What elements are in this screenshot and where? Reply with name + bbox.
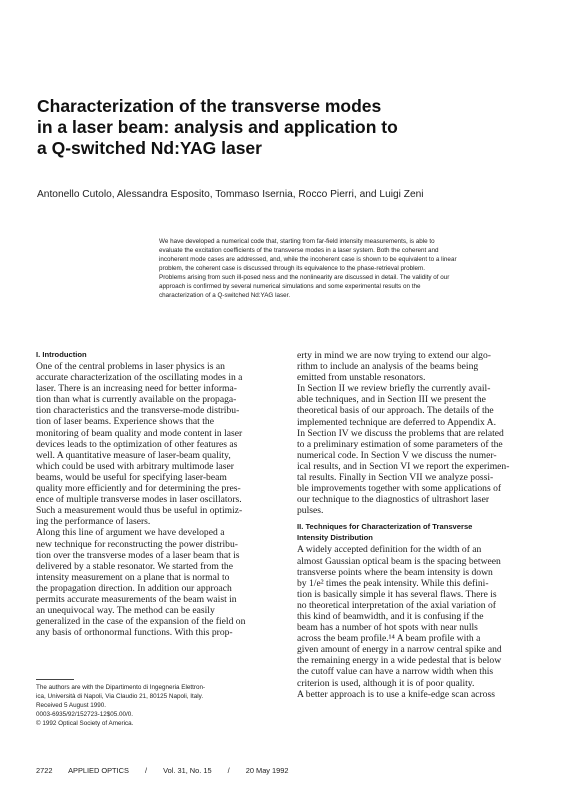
footer-separator: / [227,766,230,775]
text-line: across the beam profile.¹⁴ A beam profile with a [297,633,481,645]
text-line: able techniques, and in Section III we present the [297,394,486,406]
text-line: ence of multiple transverse modes in laser oscillators. [36,494,242,506]
text-line: A widely accepted definition for the width of an [297,544,482,556]
footnote-divider [36,679,74,680]
title-line: in a laser beam: analysis and application to [37,117,398,137]
footer-separator: / [144,766,148,775]
techniques-body [297,544,540,699]
abstract-line: We have developed a numerical code that, starting from far-field intensity measurements, is able to [159,238,435,245]
text-line: any basis of orthonormal functions. With this prop- [36,627,233,639]
text-line: theoretical basis of our approach. The details of the [297,405,494,417]
section-heading-introduction: I. Introduction [36,350,87,359]
text-line: which could be used with arbitrary multimode laser [36,460,234,472]
abstract-line: incoherent mode cases are addressed, and, while the incoherent case is shown to be equivalent to a linear [159,256,457,263]
footnote-line: ica, Università di Napoli, Via Claudio 21, 80125 Napoli, Italy. [36,693,204,701]
text-line: Along this line of argument we have developed a [36,527,225,539]
text-line: the cutoff value can have a narrow width when this [297,666,494,678]
text-line: quality more efficiently and for determining the pres- [36,483,241,495]
introduction-continued [297,350,540,516]
issue-date: 20 May 1992 [245,766,289,775]
text-line: the propagation direction. In addition our approach [36,582,232,594]
text-line: the remaining energy in a wide pedestal that is below [297,655,502,667]
text-line: by 1/e² times the peak intensity. While this defini- [297,577,489,589]
text-line: devices leads to the optimization of other features as [36,438,238,450]
text-line: emitted from unstable resonators. [297,372,426,384]
abstract-line: approach is confirmed by several numerical simulations and some experimental results on the [159,283,421,290]
text-line: accurate characterization of the oscillating modes in a [36,372,243,384]
text-line: monitoring of beam quality and mode content in laser [36,427,243,439]
text-line: Such a measurement would thus be useful in optimiz- [36,505,243,517]
text-line: tion is basically simple it has several flaws. There is [297,588,497,600]
author-footnote [36,683,279,728]
text-line: tion of laser beams. Experience shows that the [36,416,214,428]
text-line: an unequivocal way. The method can be easily [36,605,215,617]
footnote-line: 0003-6935/92/152723-12$05.00/0. [36,711,133,719]
text-line: well. A quantitative measure of laser-beam quality, [36,449,231,461]
journal-name: APPLIED OPTICS [68,766,129,775]
abstract-line: problem, the coherent case is discussed through its equivalence to the phase-retrieval problem. [159,265,426,272]
introduction-body [36,361,279,638]
text-line: tion characteristics and the transverse-mode distribu- [36,405,240,417]
text-line: tion over the transverse modes of a laser beam that is [36,549,240,561]
text-line: ing the performance of lasers. [36,516,151,528]
title-line: a Q-switched Nd:YAG laser [37,138,262,158]
text-line: numerical code. In Section V we discuss the numer- [297,449,497,461]
abstract-line: characterization of a Q-switched Nd:YAG laser. [159,292,291,299]
text-line: erty in mind we are now trying to extend our algo- [297,350,491,361]
section-heading-techniques-cont: Intensity Distribution [297,533,373,543]
author-list: Antonello Cutolo, Alessandra Esposito, Tommaso Isernia, Rocco Pierri, and Luigi Zeni [37,189,424,200]
text-line: beam has a number of hot spots with near nulls [297,622,478,634]
text-line: laser. There is an increasing need for better informa- [36,383,237,395]
right-column [297,350,540,700]
text-line: to a preliminary estimation of some parameters of the [297,438,503,450]
abstract [159,237,533,300]
text-line: delivered by a stable resonator. We started from the [36,560,233,572]
text-line: criterion is used, although it is of poor quality. [297,677,475,689]
footnote-line: © 1992 Optical Society of America. [36,720,134,728]
text-line: tion than what is currently available on the propaga- [36,394,237,406]
text-line: tal results. Finally in Section VII we analyze possi- [297,472,494,484]
text-line: given amount of energy in a narrow central spike and [297,644,502,656]
abstract-line: evaluate the excitation coefficients of the transverse modes in a laser system. Both the coherent and [159,247,439,254]
text-line: rithm to include an analysis of the beams being [297,361,479,373]
text-line: ical results, and in Section VI we report the experimen- [297,460,510,472]
title-line: Characterization of the transverse modes [37,96,382,116]
text-line: One of the central problems in laser physics is an [36,361,225,372]
text-line: transverse points where the beam intensity is down [297,566,493,578]
footnote-line: The authors are with the Dipartimento di Ingegneria Elettron- [36,684,206,691]
section-heading-techniques: II. Techniques for Characterization of Transverse [297,522,473,532]
text-line: new technique for reconstructing the power distribu- [36,538,238,550]
volume-issue: Vol. 31, No. 15 [163,766,212,775]
text-line: A better approach is to use a knife-edge scan across [297,688,495,700]
footnote-line: Received 5 August 1990. [36,702,107,710]
text-line: pulses. [297,505,324,517]
text-line: generalized in the case of the expansion of the field on [36,616,246,628]
text-line: permits accurate measurements of the beam waist in [36,593,237,605]
text-line: almost Gaussian optical beam is the spacing between [297,555,501,567]
text-line: implemented technique are deferred to Appendix A. [297,416,496,428]
left-column [36,350,279,638]
abstract-line: Problems arising from such ill-posed ness and the nonlinearity are discussed in detail. The validity of our [159,274,450,281]
paper-title [37,96,537,159]
text-line: our technique to the diagnostics of ultrashort laser [297,494,490,506]
text-line: ble improvements together with some applications of [297,483,502,495]
text-line: beams, would be useful for specifying laser-beam [36,471,227,483]
text-line: intensity measurement on a plane that is normal to [36,571,230,583]
text-line: In Section II we review briefly the currently avail- [297,383,491,395]
page-footer [36,766,536,775]
text-line: In Section IV we discuss the problems that are related [297,427,504,439]
text-line: this kind of beamwidth, and it is confusing if the [297,610,484,622]
text-line: no theoretical interpretation of the axial variation of [297,599,496,611]
page-number: 2722 [36,766,53,775]
